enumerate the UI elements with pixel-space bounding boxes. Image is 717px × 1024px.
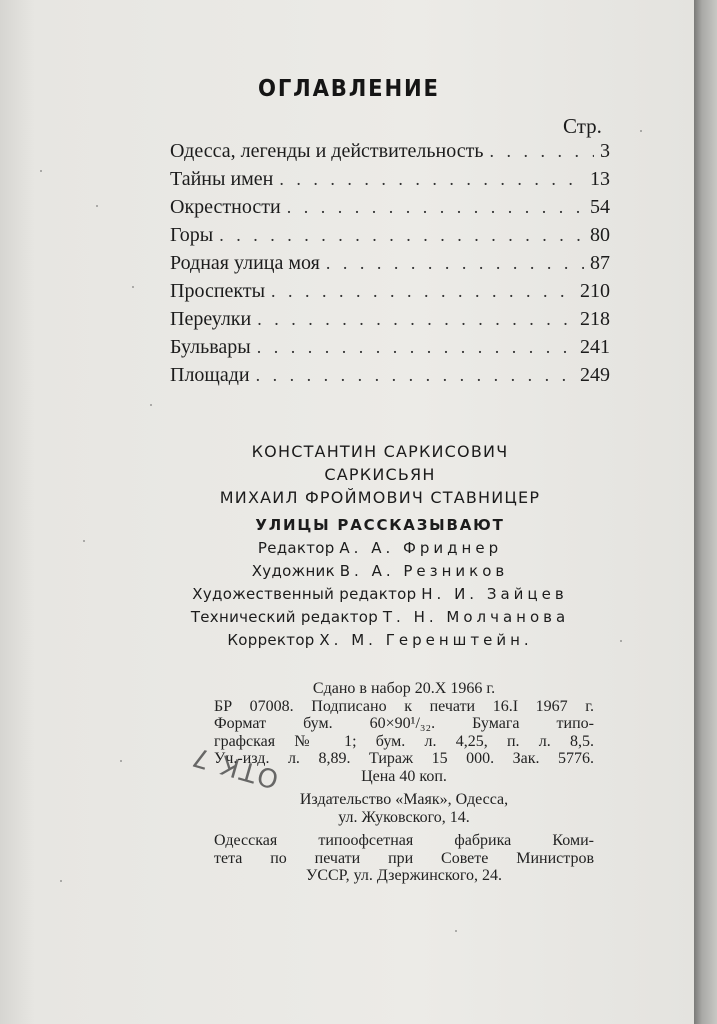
paper-speck	[120, 760, 122, 762]
credits-block	[150, 440, 610, 652]
toc-entry-page: 80	[590, 224, 610, 246]
toc-entry	[170, 168, 610, 196]
staff-list	[150, 537, 610, 652]
staff-role: Художник	[251, 562, 335, 580]
imprint-format: Формат бум. 60×90¹/₃₂. Бумага типо-	[214, 715, 594, 732]
toc-entry-label: Окрестности	[170, 196, 281, 218]
paper-speck	[40, 170, 42, 172]
staff-credit	[150, 537, 610, 560]
paper-speck	[60, 880, 62, 882]
imprint-sheets: графская № 1; бум. л. 4,25, п. л. 8,5.	[214, 732, 594, 750]
toc-page-header: Стр.	[563, 114, 602, 138]
toc-list	[170, 140, 610, 392]
staff-person: Х. М. Геренштейн.	[319, 631, 533, 649]
author-1-surname: САРКИСЬЯН	[324, 465, 436, 484]
toc-entry	[170, 252, 610, 280]
toc-entry	[170, 224, 610, 252]
toc-entry-page: 210	[580, 280, 610, 302]
toc-leader-dots	[219, 225, 584, 246]
imprint-circulation: Уч.-изд. л. 8,89. Тираж 15 000. Зак. 5776.	[214, 750, 594, 767]
staff-role: Редактор	[257, 539, 335, 557]
toc-entry-label: Горы	[170, 224, 214, 246]
staff-person: А. А. Фриднер	[339, 539, 503, 557]
publisher-name: Издательство «Маяк», Одесса,	[299, 791, 509, 808]
toc-entry-page: 87	[590, 252, 610, 274]
toc-entry-label: Площади	[170, 364, 250, 386]
toc-leader-dots	[257, 337, 574, 358]
staff-credit	[150, 606, 610, 629]
author-2: МИХАИЛ ФРОЙМОВИЧ СТАВНИЦЕР	[219, 488, 541, 507]
staff-role: Технический редактор	[190, 608, 379, 626]
toc-entry	[170, 336, 610, 364]
toc-leader-dots	[256, 365, 574, 386]
publisher-address: ул. Жуковского, 14.	[338, 808, 470, 826]
paper-speck	[455, 930, 457, 932]
imprint-typeset-date: Сдано в набор 20.Х 1966 г.	[312, 680, 496, 697]
printer-line-3: УССР, ул. Дзержинского, 24.	[306, 867, 502, 884]
toc-entry	[170, 280, 610, 308]
staff-role: Корректор	[227, 631, 315, 649]
toc-entry	[170, 364, 610, 392]
toc-entry-label: Родная улица моя	[170, 252, 320, 274]
author-1-first-line: КОНСТАНТИН САРКИСОВИЧ	[251, 442, 509, 461]
toc-leader-dots	[257, 309, 574, 330]
imprint-price: Цена 40 коп.	[361, 767, 447, 785]
staff-role: Художественный редактор	[192, 585, 417, 603]
toc-leader-dots	[279, 169, 584, 190]
paper-speck	[83, 540, 85, 542]
toc-entry-label: Проспекты	[170, 280, 266, 302]
toc-leader-dots	[489, 141, 594, 162]
paper-speck	[150, 404, 152, 406]
printer-line-2: тета по печати при Совете Министров	[214, 849, 594, 867]
book-title: УЛИЦЫ РАССКАЗЫВАЮТ	[255, 516, 505, 534]
toc-entry-page: 218	[580, 308, 610, 330]
toc-entry-page: 3	[600, 140, 610, 162]
toc-entry-page: 54	[590, 196, 610, 218]
toc-entry-page: 13	[590, 168, 610, 190]
toc-entry-label: Одесса, легенды и действительность	[170, 140, 484, 162]
toc-leader-dots	[271, 281, 574, 302]
staff-credit	[150, 560, 610, 583]
toc-entry-label: Бульвары	[170, 336, 251, 358]
toc-entry-label: Тайны имен	[170, 168, 274, 190]
staff-credit	[150, 583, 610, 606]
toc-entry	[170, 308, 610, 336]
toc-leader-dots	[326, 253, 584, 274]
paper-speck	[620, 640, 622, 642]
staff-person: Т. Н. Молчанова	[382, 608, 570, 626]
paper-speck	[640, 130, 642, 132]
printer-line-1: Одесская типоофсетная фабрика Коми-	[214, 832, 594, 849]
toc-entry	[170, 196, 610, 224]
staff-credit	[150, 629, 610, 652]
otk-stamp: ОТК 7	[187, 740, 283, 794]
staff-person: В. А. Резников	[339, 562, 509, 580]
toc-entry-page: 249	[580, 364, 610, 386]
paper-speck	[132, 286, 134, 288]
toc-title: ОГЛАВЛЕНИЕ	[258, 76, 440, 102]
page-edge-shadow	[694, 0, 717, 1024]
paper-speck	[96, 205, 98, 207]
toc-entry	[170, 140, 610, 168]
toc-entry-page: 241	[580, 336, 610, 358]
imprint-signed-date: БР 07008. Подписано к печати 16.I 1967 г.	[214, 697, 594, 715]
toc-leader-dots	[287, 197, 584, 218]
toc-entry-label: Переулки	[170, 308, 252, 330]
staff-person: Н. И. Зайцев	[421, 585, 568, 603]
